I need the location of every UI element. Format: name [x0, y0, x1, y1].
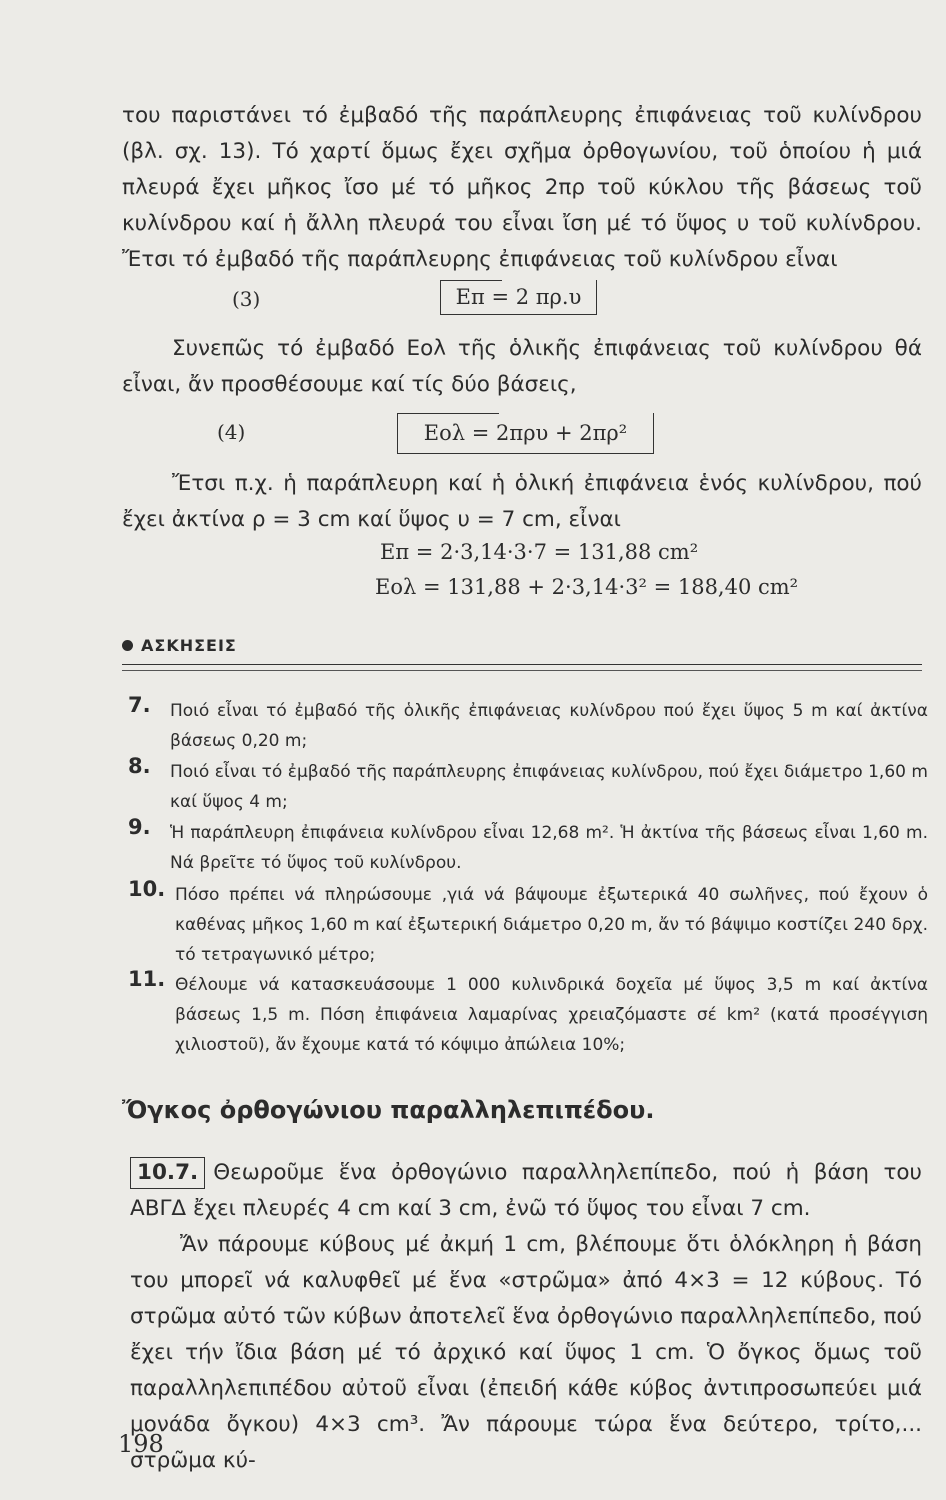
- bullet-icon: [122, 640, 133, 651]
- total-surface-paragraph: Συνεπῶς τό ἐμβαδό Eολ τῆς ὁλικῆς ἐπιφάνειας τοῦ κυλίνδρου θά εἶναι, ἄν προσθέσουμε καί τίς δύο βάσεις,: [122, 336, 922, 397]
- exercise-number: 7.: [128, 693, 151, 717]
- exercises-heading: [122, 636, 237, 655]
- equation-3-box: [440, 280, 597, 315]
- exercise-number: 10.: [128, 877, 166, 901]
- subsection-title: Ὄγκος ὀρθογώνιου παραλληλεπιπέδου.: [122, 1096, 655, 1124]
- equation-4-label: (4): [217, 420, 246, 444]
- calc-lateral-surface: Eπ = 2·3,14·3·7 = 131,88 cm²: [380, 540, 699, 564]
- exercise-text: Πόσο πρέπει νά πληρώσουμε ,γιά νά βάψουμε ἐξωτερικά 40 σωλῆνες, πού ἔχουν ὁ καθένας μῆκος 1,60 m καί ἐξωτερική διάμετρο 0,20 m, ἄν τό βάψιμο κοστίζει 240 δρχ. τό τετραγωνικό μέτρο;: [175, 885, 928, 965]
- exercise-text: Θέλουμε νά κατασκευάσουμε 1 000 κυλινδρικά δοχεῖα μέ ὕψος 3,5 m καί ἀκτίνα βάσεως 1,5 m. Πόση ἐπιφάνεια λαμαρίνας χρειαζόμαστε σέ km² (κατά προσέγγιση χιλιοστοῦ), ἄν ἔχουμε κατά τό κόψιμο ἀπώλεια 10%;: [175, 975, 928, 1055]
- exercise-text: Ποιό εἶναι τό ἐμβαδό τῆς ὁλικῆς ἐπιφάνειας κυλίνδρου πού ἔχει ὕψος 5 m καί ἀκτίνα βάσεως 0,20 m;: [170, 701, 928, 751]
- exercise-number: 9.: [128, 815, 151, 839]
- exercise-7: [128, 693, 928, 756]
- exercise-8: [128, 754, 928, 817]
- example-paragraph: Ἔτσι π.χ. ἡ παράπλευρη καί ἡ ὁλική ἐπιφάνεια ἑνός κυλίνδρου, πού ἔχει ἀκτίνα ρ = 3 cm καί ὕψος υ = 7 cm, εἶναι: [122, 471, 922, 532]
- equation-4-formula: Eολ = 2πρυ + 2πρ²: [423, 421, 628, 445]
- equation-3-formula: Eπ = 2 πρ.υ: [455, 285, 582, 309]
- exercise-9: [128, 815, 928, 878]
- intro-paragraph: του παριστάνει τό ἐμβαδό τῆς παράπλευρης ἐπιφάνειας τοῦ κυλίνδρου (βλ. σχ. 13). Τό χαρτί ὅμως ἔχει σχῆμα ὀρθογωνίου, τοῦ ὁποίου ἡ μιά πλευρά ἔχει μῆκος ἴσο μέ τό μῆκος 2πρ τοῦ κύκλου τῆς βάσεως τοῦ κυλίνδρου καί ἡ ἄλλη πλευρά του εἶναι ἴση μέ τό ὕψος υ τοῦ κυλίνδρου. Ἔτσι τό ἐμβαδό τῆς παράπλευρης ἐπιφάνειας τοῦ κυλίνδρου εἶναι: [122, 103, 922, 272]
- exercises-heading-text: ΑΣΚΗΣΕΙΣ: [141, 636, 237, 655]
- exercises-rule-bottom: [122, 670, 922, 671]
- exercise-text: Ἡ παράπλευρη ἐπιφάνεια κυλίνδρου εἶναι 12,68 m². Ἡ ἀκτίνα τῆς βάσεως εἶναι 1,60 m. Νά βρεῖτε τό ὕψος τοῦ κυλίνδρου.: [170, 823, 928, 873]
- exercises-rule-top: [122, 664, 922, 665]
- exercise-number: 11.: [128, 967, 166, 991]
- calc-total-surface: Eολ = 131,88 + 2·3,14·3² = 188,40 cm²: [375, 575, 799, 599]
- page-number: 198: [118, 1430, 164, 1458]
- exercise-10: [128, 877, 928, 970]
- section-first-sentence: Θεωροῦμε ἕνα ὀρθογώνιο παραλληλεπίπεδο, πού ἡ βάση του ΑΒΓΔ ἔχει πλευρές 4 cm καί 3 cm, ἐνῶ τό ὕψος του εἶναι 7 cm.: [130, 1160, 922, 1221]
- exercise-text: Ποιό εἶναι τό ἐμβαδό τῆς παράπλευρης ἐπιφάνειας κυλίνδρου, πού ἔχει διάμετρο 1,60 m καί ὕψος 4 m;: [170, 762, 928, 812]
- section-number-box: 10.7.: [130, 1157, 205, 1189]
- section-10-7-first: [130, 1155, 922, 1227]
- equation-4-box: [397, 413, 654, 454]
- equation-3-label: (3): [232, 287, 261, 311]
- exercise-number: 8.: [128, 754, 151, 778]
- exercise-11: [128, 967, 928, 1060]
- section-10-7-paragraph: Ἄν πάρουμε κύβους μέ ἀκμή 1 cm, βλέπουμε ὅτι ὁλόκληρη ἡ βάση του μπορεῖ νά καλυφθεῖ μέ ἕνα «στρῶμα» ἀπό 4×3 = 12 κύβους. Τό στρῶμα αὐτό τῶν κύβων ἀποτελεῖ ἕνα ὀρθογώνιο παραλληλεπίπεδο, πού ἔχει τήν ἴδια βάση μέ τό ἀρχικό καί ὕψος 1 cm. Ὁ ὄγκος ὅμως τοῦ παραλληλεπιπέδου αὐτοῦ εἶναι (ἐπειδή κάθε κύβος ἀντιπροσωπεύει μιά μονάδα ὄγκου) 4×3 cm³. Ἄν πάρουμε τώρα ἕνα δεύτερο, τρίτο,... στρῶμα κύ-: [130, 1232, 922, 1473]
